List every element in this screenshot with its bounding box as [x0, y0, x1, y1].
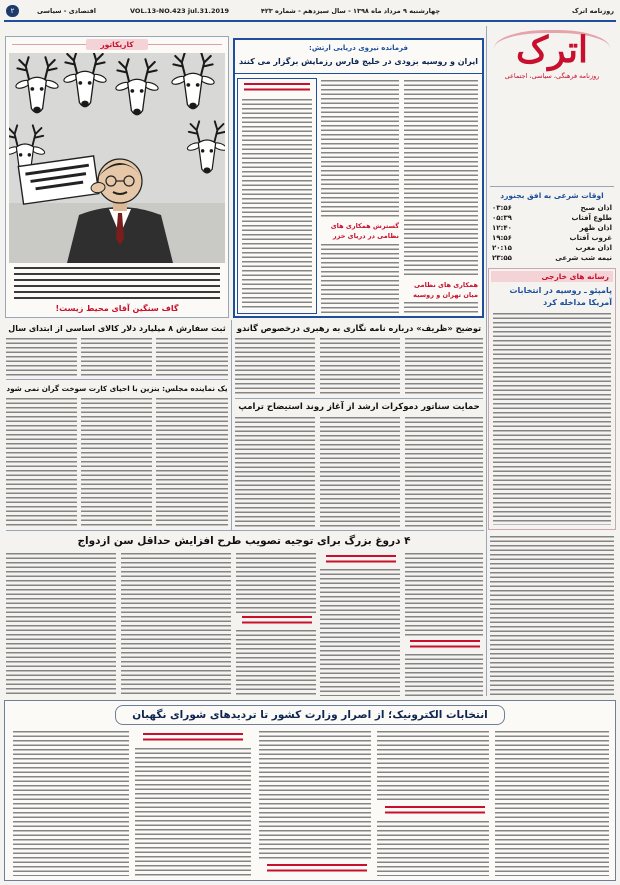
- article-body-text: [81, 398, 152, 526]
- article-subhead: [242, 616, 312, 627]
- prayer-label: اذان مغرب: [575, 244, 612, 252]
- cartoon-caption-title: گاف سنگین آقای محیط زیست!: [55, 304, 179, 313]
- prayer-row: [492, 234, 612, 243]
- headline-marriage: ۴ دروغ بزرگ برای توجیه تصویب طرح افزایش حداقل سن ازدواج: [77, 535, 411, 547]
- prayer-row: [492, 244, 612, 253]
- article-body-text: [236, 630, 316, 696]
- lead-article-box: [233, 38, 484, 318]
- topbar-rule: [4, 20, 616, 22]
- article-body-text: [321, 244, 399, 314]
- article-body-text: [493, 313, 611, 525]
- article-body-text: [6, 398, 77, 526]
- bottom-headline: انتخابات الکترونیک؛ از اصرار وزارت کشور تا تردیدهای شورای نگهبان: [132, 709, 488, 721]
- headline-imports: ثبت سفارش ۸ میلیارد دلار کالای اساسی از ابتدای سال: [8, 324, 226, 333]
- article-subhead: [385, 806, 485, 817]
- cartoon-illustration: [9, 53, 225, 263]
- article-body-text: [135, 748, 251, 876]
- article-body-text: [405, 417, 483, 527]
- article-body-text: [156, 398, 228, 526]
- article-body-text: [320, 417, 400, 527]
- lead-headline: ایران و روسیه بزودی در خلیج فارس رزمایش برگزار می کنند: [239, 57, 478, 66]
- article-body-text: [495, 731, 609, 876]
- cartoon-caption-text: [14, 267, 220, 301]
- article-body-text: [405, 553, 483, 637]
- side-box-title: [244, 83, 310, 94]
- prayer-time: ۲۳:۵۵: [492, 254, 512, 262]
- article-body-text: [6, 553, 116, 696]
- prayer-label: اذان صبح: [580, 204, 612, 212]
- foreign-media-headline: پامپئو ـ روسیه در انتخابات آمریکا مداخله کرد: [509, 286, 612, 307]
- article-body-text: [13, 731, 129, 876]
- topbar-date-issue: چهارشنبه ۹ مرداد ماه ۱۳۹۸ - سال سیزدهم - شماره ۴۲۳: [260, 7, 440, 15]
- divider: [235, 398, 483, 399]
- masthead-logo: اترک: [515, 29, 589, 71]
- divider: [6, 379, 228, 380]
- prayer-row: [492, 254, 612, 263]
- prayer-times-title: اوقات شرعی به افق بجنورد: [500, 191, 604, 200]
- foreign-media-label: رسانه های خارجی: [491, 271, 613, 282]
- article-body-text: [404, 80, 478, 276]
- column-divider: [231, 320, 232, 530]
- article-body-text: [81, 338, 152, 376]
- headline-fuel: یک نماینده مجلس: بنزین با احیای کارت سوخت گران نمی شود: [6, 384, 228, 393]
- prayer-label: طلوع آفتاب: [571, 214, 612, 222]
- topbar-section: اقتصادی - سیاسی: [37, 7, 96, 15]
- divider: [490, 186, 614, 187]
- article-subhead: [410, 640, 480, 651]
- article-body-text: [405, 654, 483, 696]
- lead-side-box: [237, 78, 317, 314]
- prayer-label: نیمه شب شرعی: [555, 254, 612, 262]
- lead-subhead: گسترش همکاری های نظامی در دریای خزر: [330, 222, 399, 240]
- prayer-row: [492, 204, 612, 213]
- article-body-text: [377, 731, 489, 803]
- lead-subhead: همکاری های نظامی میان تهران و روسیه: [413, 281, 478, 299]
- prayer-row: [492, 224, 612, 233]
- article-body-text: [321, 80, 399, 218]
- prayer-time: ۱۹:۵۶: [492, 234, 512, 242]
- article-body-text: [121, 553, 231, 696]
- prayer-row: [492, 214, 612, 223]
- bottom-article-box: [4, 700, 616, 881]
- prayer-time: ۱۲:۴۰: [492, 224, 512, 232]
- prayer-time: ۰۵:۳۹: [492, 214, 512, 222]
- masthead: [488, 26, 616, 82]
- cartoon-label: کاریکاتور: [86, 39, 148, 50]
- article-body-text: [405, 338, 483, 396]
- headline-zarif: توضیح «ظریف» درباره نامه نگاری به رهبری درخصوص گاندو: [236, 323, 482, 333]
- prayer-label: غروب آفتاب: [569, 234, 612, 242]
- topbar-paper-name: روزنامه اترک: [571, 7, 614, 15]
- article-body-text: [320, 569, 400, 696]
- lead-kicker: فرمانده نیروی دریایی ارتش:: [309, 44, 408, 52]
- article-body-text: [6, 338, 77, 376]
- article-body-text: [404, 302, 478, 314]
- lead-header-rule: [235, 73, 482, 74]
- article-body-text: [156, 338, 228, 376]
- article-body-text: [236, 553, 316, 613]
- article-subhead: [267, 864, 367, 875]
- article-body-text: [377, 821, 489, 876]
- foreign-media-box: [488, 268, 616, 530]
- cartoon-box: [5, 36, 229, 318]
- prayer-time: ۰۳:۵۶: [492, 204, 512, 212]
- topbar-volume: VOL.13-NO.423 jul.31.2019: [130, 7, 230, 15]
- prayer-time: ۲۰:۱۵: [492, 244, 512, 252]
- article-subhead: [143, 733, 243, 744]
- article-body-text: [242, 99, 312, 309]
- article-body-text: [320, 338, 400, 396]
- headline-senator: حمایت سناتور دموکرات ارشد از آغاز روند استیضاح ترامپ: [238, 402, 480, 412]
- article-body-text: [235, 338, 315, 396]
- masthead-tagline: روزنامه فرهنگی، سیاسی، اجتماعی: [504, 72, 600, 80]
- prayer-label: اذان ظهر: [579, 224, 612, 232]
- column-divider: [486, 26, 487, 696]
- article-body-text: [490, 536, 614, 696]
- article-body-text: [259, 731, 371, 861]
- page-number-badge: ۲: [6, 5, 19, 17]
- article-subhead: [326, 555, 396, 566]
- divider: [6, 530, 484, 531]
- article-body-text: [235, 417, 315, 527]
